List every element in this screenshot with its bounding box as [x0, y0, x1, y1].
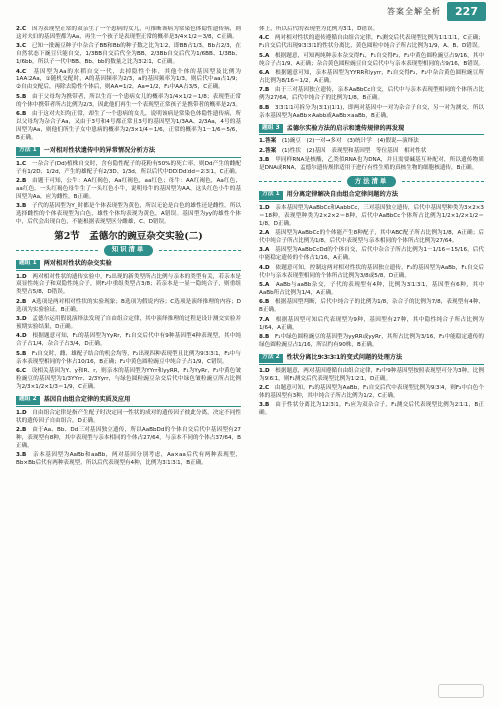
answer-paragraph [16, 316, 241, 332]
answer-paragraph [259, 385, 484, 401]
answer-paragraph [259, 138, 484, 146]
answer-paragraph [259, 247, 484, 263]
answer-text: 亲本基因型为AaBbCc和AabbCc，三对基因独立遗传，后代中基因型种类为3×2×3＝18种，表现型种类为2×2×2＝8种，后代中AaBbCc个体所占比例为1/2×1/2×1/2＝1/8，D正确。 [259, 204, 484, 227]
answer-number: 1.D [16, 273, 27, 280]
answer-text: (1)性状 (2)基因 表现型和基因型 等位基因 相对性状 [281, 147, 427, 154]
header-label: 答案全解全析 [387, 6, 442, 16]
answer-text: 两对相对性状的遗传遵循自由组合定律，F₁测交后代表现型比例为1∶1∶1∶1，C正确；F₁自交后代出现9∶3∶3∶1的性状分离比，黄色圆粒中纯合子所占比例为1/9，A、B、D错误。 [259, 35, 484, 50]
answer-text: 根据题意，两对基因遵循自由组合定律，F₂中9种基因型按照表现型可分为3种，比例为9∶6∶1，则F₁测交后代表现型比例为1∶2∶1，D正确。 [259, 367, 484, 382]
answer-text: 由于Aa、Bb、Dd三对基因独立遗传，所以AaBbDd的个体自交后代中基因型有27种，表现型有8种，其中表现型与亲本相同的个体占27/64，与亲本不同的个体占37/64，B正确。 [16, 426, 241, 449]
answer-text: 已知一批豌豆种子中杂合子BB和Bb的种子数之比为1∶2，即BB占1/3，Bb占2/3，在自然状态下豌豆只能自交，1/3BB自交后代全为BB，2/3Bb自交后代为1/6BB、1/3Bb、1/6bb，所以子一代中BB、Bb、bb的数量之比为3∶2∶1，C正确。 [16, 43, 241, 66]
method-tag: 方法 1 [259, 191, 283, 200]
answer-text: 体上，所以后代的表现型为比例为3∶1，D错误。 [259, 26, 379, 32]
answer-text: 由题干可知，公牛：AA红褐色，Aa红褐色，aa红色；母牛：AA红褐色，Aa红色，aa红色。一头红褐色母牛生了一头红色小牛，说明母牛的基因型为AA，这头红色小牛的基因型为Aa，应为雌性，B正确。 [16, 177, 241, 200]
answer-text: 设相关基因为Y、y和R、r，则亲本的基因型为YYrr和yyRR，F₁为YyRr，F₂中黄色皱粒豌豆的基因型为1/3YYrr、2/3Yyrr，与绿色圆粒豌豆杂交后代中绿色皱粒豌豆所占比例为2/3×1/2×1/3＝1/9，C正确。 [16, 368, 241, 390]
answer-paragraph [259, 205, 484, 229]
answer-paragraph [259, 317, 484, 333]
answer-paragraph [259, 402, 484, 418]
answer-number: 1.D [259, 367, 270, 374]
answer-number: 5.A [259, 281, 270, 288]
answer-text: 甲同样RNA是核酸，乙类似RNA也为DNA，并且需要碱基互补配对，所以遗传物质是DNA或RNA，孟德尔遗传规律适用于进行有性生殖的真核生物的细胞核遗传，B正确。 [259, 157, 484, 172]
method-header [16, 260, 241, 271]
answer-paragraph [16, 299, 241, 315]
method-header [259, 354, 484, 365]
answer-text: 基因型为AaBbCc的个体能产生8种配子，其中ABC配子所占比例为1/8，A正确；后代中纯合子所占比例为1/8，后代中表现型与亲本相同的个体所占比例为27/64。 [259, 230, 484, 244]
answer-text: 根据题意可知，F₁的基因型为YyRr，F₁自交后代中有9种基因型4种表现型，其中纯合子占1/4，杂合子占3/4，D正确。 [16, 333, 241, 348]
answer-text: 由于性状分离比为12∶3∶1，F₁应为双杂合子，F₁测交后代表现型比例为2∶1∶1，B正确。 [259, 402, 484, 417]
answer-text: 根据题意，可知两纯种亲本杂交得F₁，F₁自交得F₂，F₂中黄色圆粒豌豆占9/16，其中纯合子占1/9，A正确；杂合黄色圆粒豌豆自交后代中与亲本表现型相同的占9/16，B错误。 [259, 52, 484, 67]
answer-text: 因为表现型正常的双亲生了一个患病的女儿，可推断该病为常染色体隐性遗传病，则这对夫妇的基因型都为Aa，再生一个孩子是表现型正常的概率是3/4×1/2＝3/8，C正确。 [16, 26, 241, 40]
answer-paragraph [16, 351, 241, 367]
answer-paragraph [259, 334, 484, 350]
answer-text: (1)豌豆 (2)一对→多对 (3)统计学 (4)假说—演绎法 [281, 138, 419, 145]
answer-number: 3.B [259, 157, 270, 164]
answer-number: 7.B [259, 87, 270, 94]
answer-text: 根据基因型判断，后代中纯合子的比例为1/8，杂合子的比例为7/8，表现型有4种，B正确。 [259, 299, 484, 314]
answer-number: 3.D [16, 316, 27, 323]
ribbon-label: 知识清单 [104, 245, 154, 256]
answer-number: 2.B [16, 298, 27, 305]
answer-paragraph [259, 148, 484, 156]
answer-paragraph [259, 230, 484, 246]
answer-number: 5.B [16, 350, 27, 357]
method-title: 基因自由组合定律的实质及应用 [43, 396, 131, 404]
answer-number: 4.C [16, 68, 27, 75]
answer-number: 3.C [16, 43, 27, 50]
answer-text: A选项是两对相对性状的实验现象；B选项为假说内容；C选项是演绎推理的内容；D选项为实验验证，B正确。 [16, 298, 241, 313]
answer-paragraph [16, 161, 241, 177]
section-heading: 第2节 孟德尔的豌豆杂交实验(二) [54, 230, 203, 242]
answer-number: 5.A [259, 52, 270, 59]
answer-paragraph [16, 410, 241, 426]
answer-text: 亲本基因型为AaBb和aaBb，两对基因分别考虑，Aa×aa后代有两种表现型，Bb×Bb后代有两种表现型，所以后代表现型有4种，比例为3∶1∶3∶1，B正确。 [16, 452, 241, 467]
answer-paragraph [259, 35, 484, 51]
answer-text: 由于三对基因独立遗传，亲本AaBbCc自交，后代中与亲本表现型相同的个体所占比例为27/64，后代中纯合子的比例为1/8，B正确。 [259, 87, 484, 102]
answer-text: 3∶3∶1∶1可拆分为(3∶1)(1∶1)，即两对基因中一对为杂合子自交，另一对为测交，所以亲本基因型为AaBb×Aabb或AaBb×aaBb，B正确。 [259, 104, 484, 119]
answer-number: 2.B [16, 426, 27, 433]
answer-text: 一杂合子(Dd)植株自交时，含有隐性配子的花粉有50%的死亡率，则Dd产生的雌配子有1/2D、1/2d，产生的雄配子有2/3D、1/3d，所以后代中DD∶Dd∶dd＝2∶3∶1，C正确。 [16, 160, 241, 175]
section-ribbon [16, 245, 241, 256]
method-header [259, 124, 484, 135]
answer-number: 6.C [16, 368, 27, 375]
answer-paragraph [16, 26, 241, 42]
answer-text: F₁中绿色圆粒豌豆的基因型为yyRR或yyRr，其所占比例为3/16，F₂中能稳定遗传的绿色圆粒豌豆占1/16，所以约有90株，B正确。 [259, 333, 484, 348]
answer-number: 1.C [16, 160, 27, 167]
section-ribbon [259, 176, 484, 187]
left-column [16, 26, 241, 698]
answer-number: 3.B [16, 203, 27, 210]
answer-paragraph [16, 178, 241, 202]
method-header [16, 396, 241, 407]
answer-text: 子代的基因型为Y_时都是个体表现型为黄色，所以无论是白色的雄性还是雌性，所以选择雌性的个体表现型为白色，雄性个体均表现为黄色，A错误。基因型为yy的雄性个体中，后代会出现白色，不能根据表现型区分雌雄，C、D错误。 [16, 203, 241, 225]
answer-text: 根据题意可知，亲本基因型为YYRR和yyrr，F₁自交得F₂，F₂中杂合黄色圆粒豌豆所占比例为8/16＝1/2，A正确。 [259, 70, 484, 84]
answer-number: 6.A [259, 70, 270, 77]
method-title: 用分离定律解决自由组合定律问题的方法 [286, 191, 399, 199]
method-title: 两对相对性状的杂交实验 [43, 260, 112, 268]
answer-paragraph [16, 333, 241, 349]
answer-number: 4.D [16, 333, 27, 340]
answer-number: 1.答案 [259, 138, 277, 145]
answer-paragraph [16, 427, 241, 451]
answer-paragraph [16, 111, 241, 143]
answer-paragraph [16, 452, 241, 468]
answer-number: 2.B [16, 177, 27, 184]
answer-number: 6.B [16, 111, 27, 118]
answer-number: 8.B [259, 104, 270, 111]
right-column [259, 26, 484, 698]
answer-number: 3.B [259, 402, 270, 409]
method-title: 性状分离比9∶3∶3∶1的变式问题的处理方法 [286, 354, 403, 362]
answer-paragraph [259, 368, 484, 384]
answer-paragraph [259, 265, 484, 281]
method-tag: 题组 2 [16, 396, 40, 405]
answer-number: 2.C [259, 384, 270, 391]
answer-text: 依题意可知，控制这两对相对性状的基因独立遗传，F₁的基因型为AaBb，F₁自交后代中与亲本表现型相同的个体所占比例为3/8或5/8，D正确。 [259, 264, 484, 279]
method-header [259, 191, 484, 202]
answer-paragraph [259, 282, 484, 298]
answer-number: 8.B [259, 333, 270, 340]
method-tag: 方法 2 [259, 354, 283, 363]
watermark-logo [436, 683, 486, 699]
answer-number: 4.C [259, 35, 270, 42]
watermark-box [438, 684, 484, 698]
answer-text: AaBb与aaBb杂交，子代的表现型有4种，比例为3∶1∶3∶1，基因型有6种，其中AaBb所占比例为1/4，A正确。 [259, 281, 484, 296]
answer-paragraph [16, 274, 241, 298]
answer-number: 2.C [16, 26, 27, 32]
answer-paragraph [259, 87, 484, 103]
answer-text: 根据基因型可知后代表现型为9种，基因型有27种，其中隐性纯合子所占比例为1/64，A正确。 [259, 316, 484, 331]
answer-text: 由于父母均为携带者，所以生育一个患病女儿的概率为1/4×1/2＝1/8；表现型正常的个体中携带者所占比例为2/3，因此他们再生一个表现型正常孩子是携带者的概率是2/3。 [16, 93, 241, 108]
answer-paragraph [259, 157, 484, 173]
answer-number: 1.D [259, 204, 270, 211]
answer-text: 基因型为AaBbCcDd的个体自交，后代中杂合子所占比例为1－1/16＝15/16，后代中能稳定遗传的个体占1/16，A正确。 [259, 247, 484, 262]
answer-paragraph [259, 299, 484, 315]
answer-paragraph [259, 105, 484, 121]
answer-number: 6.B [259, 299, 270, 306]
answer-paragraph [259, 70, 484, 86]
answer-number: 3.B [16, 452, 27, 459]
answer-paragraph [16, 94, 241, 110]
ribbon-line-right [159, 250, 241, 251]
answer-number: 3.A [259, 247, 270, 254]
ribbon-line-right [402, 181, 484, 182]
answer-text: 两对相对性状的遗传实验中，F₂出现的新类型所占比例与亲本的类型有关，若亲本是双显性纯合子和双隐性纯合子，则F₂中重组类型占3/8；若亲本是一显一隐纯合子，则重组类型占5/8，D错误。 [16, 273, 241, 296]
page-header [0, 0, 500, 22]
method-tag: 题组 3 [259, 124, 283, 133]
method-tag: 方法 1 [16, 147, 40, 156]
answer-paragraph [16, 69, 241, 93]
method-title: 孟德尔实验方法的启示和遗传规律的再发现 [286, 124, 405, 132]
answer-text: 由于这对夫妇均正常，却生了一个患病的女儿，说明该病是常染色体隐性遗传病，所以父母均为杂合子Aa，又由于3号和4号都正常且3号的基因型为1/3AA、2/3Aa，4号的基因型为Aa，则他们所生子女中患病的概率为2/3×1/4＝1/6，正常的概率为1－1/6＝5/6，B正确。 [16, 111, 241, 141]
answer-paragraph [16, 203, 241, 227]
answer-text: F₁自交时，雌、雄配子结合的机会均等，F₂出现四种表现型且比例为9∶3∶3∶1，F₂中与亲本表现型相同的个体占10/16，B正确；F₂中黄色圆粒豌豆中纯合子占1/9，C错误。 [16, 350, 241, 365]
answer-number: 2.答案 [259, 147, 277, 154]
answer-text: 由题意可知，F₁的基因型为AaBb，F₁自交后代中表现型比例为9∶3∶4，则F₂中白色个体的基因型有3种，其中纯合子所占比例为1/2，C正确。 [259, 384, 484, 399]
answer-number: 4.D [259, 264, 270, 271]
answer-text: 基因型为Aa的水稻自交一代，去掉隐性个体，其他个体的基因型及比例为1AA∶2Aa，①随机交配时，A的基因频率为2/3，a的基因频率为1/3，则后代中aa占1/9；②自由交配后，再除去隐性个体后，则AA=1/2，Aa=1/2，F₂中AA占3/5，C正确。 [16, 68, 241, 91]
method-header [16, 147, 241, 158]
method-tag: 题组 1 [16, 260, 40, 269]
ribbon-line-left [259, 181, 341, 182]
answer-number: 1.D [16, 409, 27, 416]
method-title: 一对相对性状遗传中的异常情况分析方法 [43, 147, 156, 155]
ribbon-label: 方法清单 [347, 176, 397, 187]
answer-paragraph [16, 43, 241, 67]
answer-number: 7.A [259, 316, 270, 323]
page-number: 227 [447, 2, 486, 21]
answer-text: 孟德尔运用假说演绎法发现了自由组合定律，其中演绎推理的过程是设计测交实验并预期实验结果，D正确。 [16, 316, 241, 330]
answer-number: 5.B [16, 93, 27, 100]
answer-paragraph [259, 53, 484, 69]
answer-paragraph [16, 368, 241, 392]
ribbon-line-left [16, 250, 98, 251]
answer-text: 自由组合定律是指产生配子时决定同一性状的成对的遗传因子彼此分离，决定不同性状的遗传因子自由组合，D正确。 [16, 409, 241, 424]
answer-number: 2.A [259, 230, 270, 237]
answer-paragraph [259, 26, 484, 34]
